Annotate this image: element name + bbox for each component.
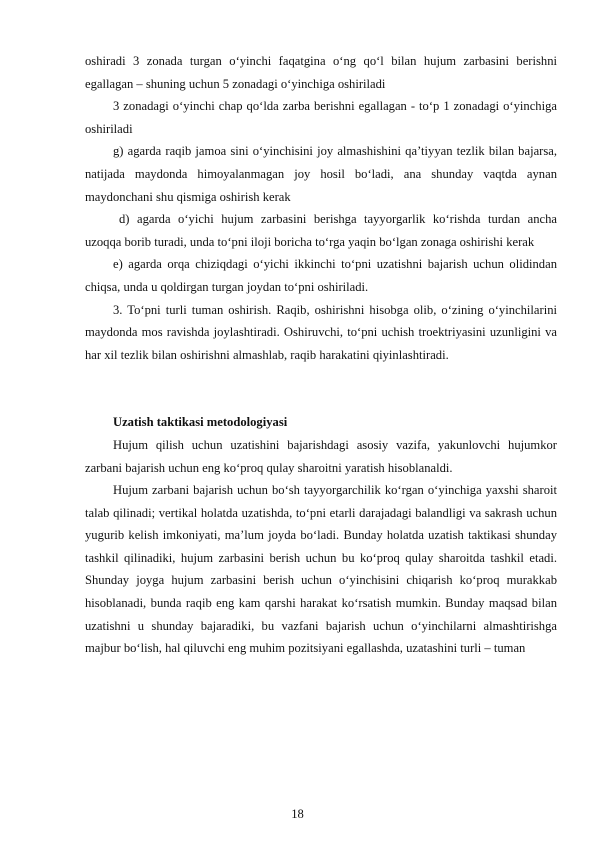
section-heading: Uzatish taktikasi metodologiyasi — [113, 415, 288, 430]
paragraph-item-g: g) agarda raqib jamoa sini o‘yinchisini joy almashishini qa’tiyyan tezlik bilan bajarsa, natijada maydonda himoyalanmagan joy hosil bo‘ladi, ana shunday vaqtda aynan maydonchani shu qismiga oshirish kerak — [85, 144, 557, 204]
paragraph-item-d: d) agarda o‘yichi hujum zarbasini berishga tayyorgarlik ko‘rishda turdan ancha uzoqqa borib turadi, unda to‘pni iloji boricha to‘rga yaqin bo‘lgan zonaga oshirishi kerak — [85, 212, 557, 249]
paragraph-zone-3-left-hand: 3 zonadagi o‘yinchi chap qo‘lda zarba berishni egallagan - to‘p 1 zonadagi o‘yinchiga oshiriladi — [85, 99, 557, 136]
paragraph-item-e: e) agarda orqa chiziqdagi o‘yichi ikkinchi to‘pni uzatishni bajarish uchun olidindan chiqsa, unda u qoldirgan turgan joydan to‘pni oshiriladi. — [85, 257, 557, 294]
section-spacer — [85, 366, 557, 411]
section-paragraph-attack-conditions: Hujum zarbani bajarish uchun bo‘sh tayyorgarchilik ko‘rgan o‘yinchiga yaxshi sharoit talab qilinadi; vertikal holatda uzatishda, to‘pni etarli darajadagi balandligi va sakrash uchun yugurib kelish imkoniyati, ma’lum joyda bo‘ladi. Bunday holatda uzatish taktikasi shunday tashkil qilinadiki, hujum zarbasini berish uchun bu ko‘proq qulay sharoitda tashkil etadi. Shunday joyga hujum zarbasini berish uchun o‘yinchisini chiqarish ko‘proq murakkab hisoblanadi, bunda raqib eng kam qarshi harakat ko‘rsatish mumkin. Bunday maqsad bilan uzatishni u shunday bajaradiki, bu vazfani bajarish uchun o‘yinchilarni almashtirishga majbur bo‘lish, hal qiluvchi eng muhim pozitsiyani egallashda, uzatashini turli – tuman — [85, 483, 557, 656]
section-paragraph-main-task: Hujum qilish uchun uzatishini bajarishdagi asosiy vazifa, yakunlovchi hujumkor zarbani bajarish uchun eng ko‘proq qulay sharoitni yaratish hisoblanaldi. — [85, 437, 557, 475]
paragraph-point-3: 3. To‘pni turli tuman oshirish. Raqib, oshirishni hisobga olib, o‘zining o‘yinchilarini maydonda mos ravishda joylashtiradi. Oshiruvchi, to‘pni uchish troektriyasini uzunligini va har xil tezlik bilan oshirishni almashlab, raqib harakatini qiyinlashtiradi. — [85, 302, 557, 362]
document-page — [85, 50, 557, 660]
page-number: 18 — [291, 807, 304, 821]
paragraph-continuation: oshiradi 3 zonada turgan o‘yinchi faqatgina o‘ng qo‘l bilan hujum zarbasini berishni egallagan – shuning uchun 5 zonadagi o‘yinchiga oshiriladi — [85, 54, 557, 91]
